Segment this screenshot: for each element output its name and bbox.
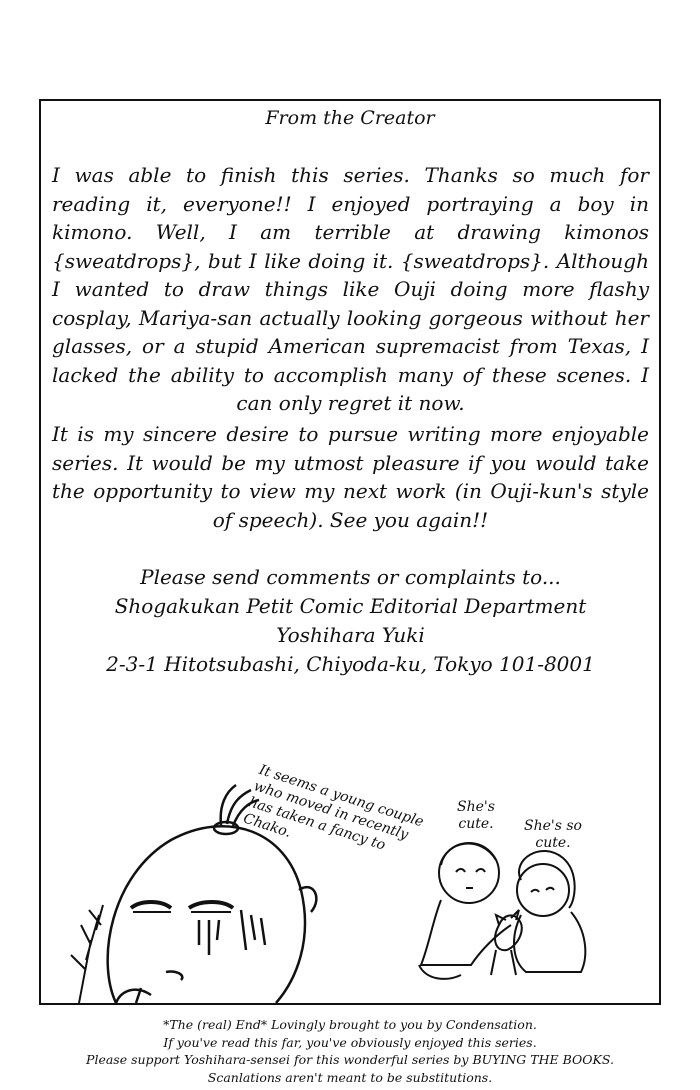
speech-bubble-neighbor-couple: It seems a young couple who moved in recently has taken a fancy to Chako. bbox=[241, 762, 426, 854]
couple-with-cat-drawing bbox=[419, 843, 585, 979]
credits-line-2: If you've read this far, you've obviously enjoyed this series. bbox=[163, 1034, 537, 1050]
message-paragraph-1: I was able to finish this series. Thanks so much for reading it, everyone!! I enjoyed portraying a boy in kimono. Well, I am terrible at drawing kimonos {sweatdrops}, but I like doing it. {sweatdrops}. Although I wanted to draw things like Ouji doing more flashy cosplay, Mariya-san actually looking gorgeous without her glasses, or a stupid American supremacist from Texas, I lacked the ability to accomplish many of these scenes. I can only regret it now. bbox=[52, 163, 649, 415]
address-line-2: Shogakukan Petit Comic Editorial Department bbox=[114, 594, 587, 618]
speech-bubble-shes-cute: She's cute. bbox=[457, 799, 495, 832]
address-block bbox=[52, 563, 649, 679]
credits-line-3: Please support Yoshihara-sensei for this wonderful series by BUYING THE BOOKS. bbox=[86, 1052, 614, 1067]
scanlation-credits bbox=[0, 1016, 700, 1086]
comic-illustration bbox=[41, 740, 659, 1003]
address-line-3: Yoshihara Yuki bbox=[276, 623, 425, 647]
address-line-1: Please send comments or complaints to... bbox=[140, 565, 561, 589]
credits-line-4: Scanlations aren't meant to be substitutions. bbox=[207, 1069, 493, 1085]
credits-line-1: *The (real) End* Lovingly brought to you by Condensation. bbox=[163, 1017, 537, 1032]
message-paragraph-2: It is my sincere desire to pursue writing more enjoyable series. It would be my utmost pleasure if you would take the opportunity to view my next work (in Ouji-kun's style of speech). See you again!! bbox=[52, 422, 649, 532]
page-title: From the Creator bbox=[265, 107, 435, 129]
address-line-4: 2-3-1 Hitotsubashi, Chiyoda-ku, Tokyo 101-8001 bbox=[106, 652, 595, 676]
plant-sprig-drawing bbox=[71, 905, 103, 1003]
speech-bubble-shes-so-cute: She's so cute. bbox=[524, 818, 582, 851]
